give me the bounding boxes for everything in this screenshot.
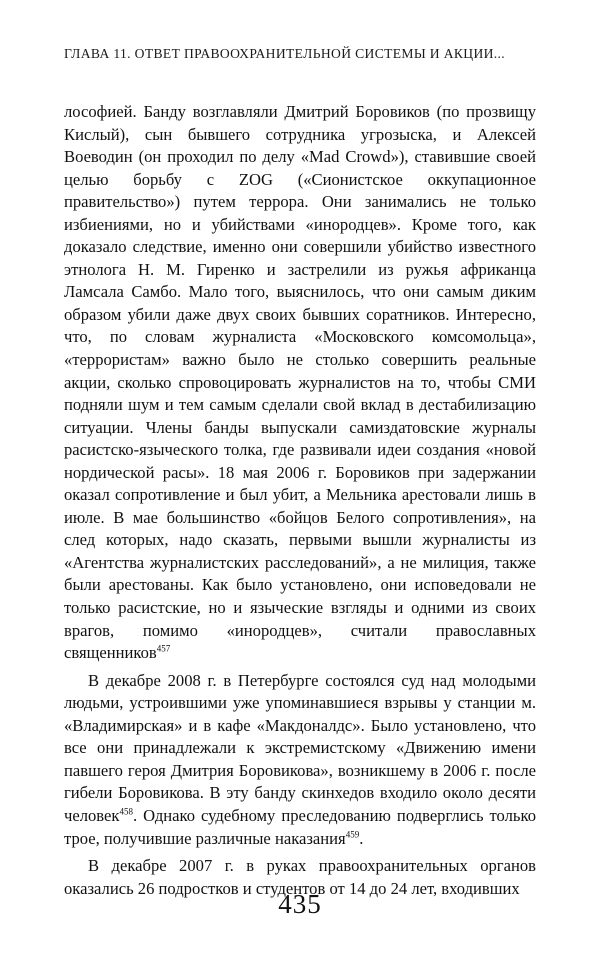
paragraph — [64, 101, 536, 665]
paragraph-text: лософией. Банду возглавляли Дмитрий Боровиков (по прозвищу Кислый), сын бывшего сотрудника угрозыска, и Алексей Воеводин (он проходил по делу «Mad Crowd»), ставившие своей целью борьбу с ZOG («Сионистское оккупационное правительство») путем террора. Они занимались не только избиениями, но и убийствами «инородцев». Кроме того, как доказало следствие, именно они совершили убийство известного этнолога Н. М. Гиренко и застрелили из ружья африканца Ламсала Самбо. Мало того, выяснилось, что они самым диким образом убили даже двух своих бывших соратников. Интересно, что, по словам журналиста «Московского комсомольца», «террористам» важно было не столько совершить реальные акции, сколько спровоцировать журналистов на то, чтобы СМИ подняли шум и тем самым сделали свой вклад в дестабилизацию ситуации. Члены банды выпускали самиздатовские журналы расистско-языческого толка, где развивали идеи создания «новой нордической расы». 18 мая 2006 г. Боровиков при задержании оказал сопротивление и был убит, а Мельника арестовали лишь в июле. В мае большинство «бойцов Белого сопротивления», на след которых, надо сказать, первыми вышли журналисты из «Агентства журналистских расследований», а не милиция, также были арестованы. Как было установлено, они исповедовали не только расистские, но и языческие взгляды и одними из своих врагов, помимо «инородцев», считали православных священников — [64, 102, 536, 663]
paragraph-text: В декабре 2007 г. в руках правоохранительных органов оказались 26 подростков и студентов от 14 до 24 лет, входивших — [64, 856, 536, 898]
paragraph-text: . — [359, 828, 364, 848]
footnote-ref: 457 — [156, 643, 171, 654]
paragraph-text: . Однако судебному преследованию подверглись только трое, получившие различные наказания — [64, 805, 536, 848]
footnote-ref: 458 — [119, 806, 133, 817]
footnote-ref: 459 — [345, 828, 360, 839]
page-number: 435 — [278, 889, 322, 919]
paragraph — [64, 670, 536, 850]
running-header: ГЛАВА 11. ОТВЕТ ПРАВООХРАНИТЕЛЬНОЙ СИСТЕМЫ И АКЦИИ... — [64, 46, 506, 61]
body-text — [64, 101, 536, 900]
paragraph-text: В декабре 2008 г. в Петербурге состоялся суд над молодыми людьми, устроившими уже упоминавшиеся взрывы у станции м. «Владимирская» и в кафе «Макдоналдс». Было установлено, что все они принадлежали к экстремистскому «Движению имени павшего героя Дмитрия Боровикова», возникшему в 2006 г. после гибели Боровикова. В эту банду скинхедов входило около десяти человек — [64, 670, 536, 825]
